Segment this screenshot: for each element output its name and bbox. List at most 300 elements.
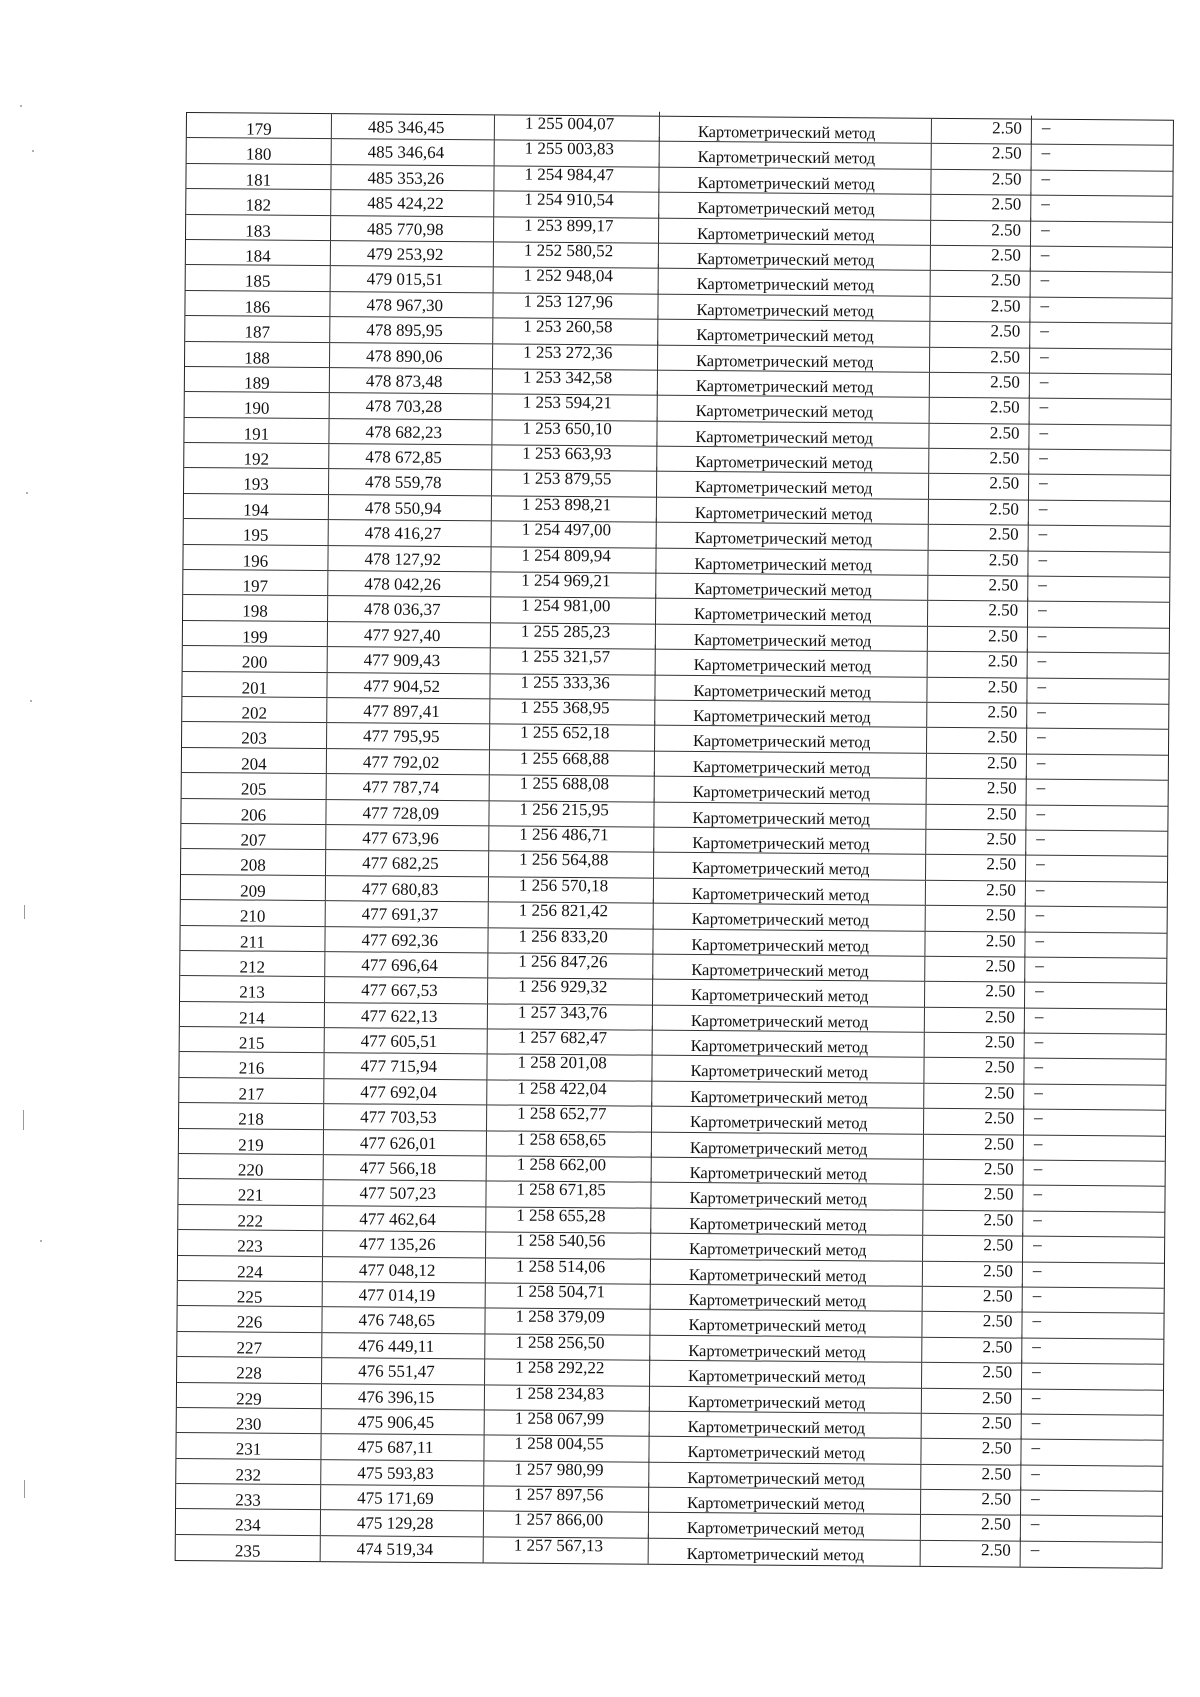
note-cell: – [1034,1057,1044,1077]
coord-x: 477 680,83 [326,876,489,902]
accuracy-cell: 2.50 [923,1181,1023,1210]
coord-y: 1 257 897,56 [484,1481,649,1512]
accuracy-cell: 2.50 [922,1384,1022,1413]
note-cell: – [1037,625,1047,645]
note-cell: – [1031,1412,1041,1432]
coord-x: 477 696,64 [325,952,488,978]
coord-x: 478 550,94 [329,495,492,521]
method-cell: Картометрический метод [653,1031,925,1058]
coord-y: 1 258 379,09 [485,1304,650,1335]
coord-y: 1 253 879,55 [492,466,657,497]
coord-x: 485 346,64 [332,140,495,166]
method-cell: Картометрический метод [658,371,930,398]
accuracy-cell: 2.50 [930,369,1030,398]
coord-y: 1 253 899,17 [494,212,659,243]
coord-x: 477 507,23 [323,1181,486,1207]
accuracy-cell: 2.50 [929,496,1029,525]
point-number: 233 [176,1484,321,1510]
coord-y: 1 253 594,21 [493,390,658,421]
note-cell: – [1041,117,1051,137]
method-cell: Картометрический метод [658,396,930,423]
coord-y: 1 253 898,21 [492,491,657,522]
point-number: 228 [177,1357,322,1383]
coord-y: 1 258 004,55 [484,1431,649,1462]
method-cell: Картометрический метод [651,1259,923,1286]
coord-x: 477 566,18 [324,1155,487,1181]
method-cell: Картометрический метод [652,1132,924,1159]
method-cell: Картометрический метод [654,802,926,829]
method-cell: Картометрический метод [660,117,932,144]
note-cell: – [1035,930,1045,950]
point-number: 203 [182,722,327,748]
coord-x: 478 559,78 [329,470,492,496]
accuracy-cell: 2.50 [923,1283,1023,1312]
point-number: 232 [176,1459,321,1485]
point-number: 210 [181,900,326,926]
coord-y: 1 258 671,85 [486,1177,651,1208]
method-cell: Картометрический метод [652,1158,924,1185]
coord-y: 1 254 984,47 [494,161,659,192]
point-number: 224 [178,1256,323,1282]
scan-speck [20,105,22,107]
accuracy-cell: 2.50 [921,1537,1021,1567]
note-cell: – [1037,701,1046,721]
point-number: 230 [177,1408,322,1434]
point-number: 192 [184,443,329,469]
coord-x: 477 048,12 [323,1257,486,1283]
point-number: 198 [183,595,328,621]
method-cell: Картометрический метод [657,498,929,525]
note-cell: – [1036,752,1046,772]
accuracy-cell: 2.50 [927,724,1027,753]
method-cell: Картометрический метод [651,1285,923,1312]
accuracy-cell: 2.50 [931,166,1031,195]
point-number: 225 [178,1281,323,1307]
coord-x: 477 703,53 [324,1104,487,1130]
note-cell: – [1033,1158,1043,1178]
method-cell: Картометрический метод [652,1082,924,1109]
method-cell: Картометрический метод [649,1437,921,1464]
note-cell: – [1033,1209,1042,1229]
method-cell: Картометрический метод [659,193,931,220]
method-cell: Картометрический метод [653,955,925,982]
coord-y: 1 258 256,50 [485,1329,650,1360]
coord-x: 478 036,37 [328,597,491,623]
point-number: 234 [176,1509,321,1535]
accuracy-cell: 2.50 [925,1029,1025,1058]
coord-x: 477 667,53 [325,977,488,1003]
method-cell: Картометрический метод [649,1539,921,1567]
point-number: 209 [181,875,326,901]
coord-x: 477 691,37 [326,901,489,927]
note-cell: – [1033,1184,1043,1204]
note-cell: – [1036,854,1045,874]
coord-y: 1 255 333,36 [490,669,655,700]
accuracy-cell: 2.50 [924,1105,1024,1134]
coord-y: 1 255 652,18 [490,720,655,751]
point-number: 200 [183,646,328,672]
accuracy-cell: 2.50 [922,1410,1022,1439]
method-cell: Картометрический метод [651,1208,923,1235]
point-number: 213 [180,976,325,1002]
point-number: 188 [185,342,330,368]
accuracy-cell: 2.50 [921,1486,1021,1515]
note-cell: – [1039,422,1049,442]
method-cell: Картометрический метод [659,168,931,195]
accuracy-cell: 2.50 [929,445,1029,474]
note-cell: – [1034,1006,1044,1026]
scan-speck [24,905,25,919]
point-number: 211 [180,925,325,951]
coord-y: 1 255 668,88 [490,745,655,776]
accuracy-cell: 2.50 [930,293,1030,322]
coord-y: 1 253 650,10 [492,415,657,446]
coord-y: 1 258 234,83 [485,1380,650,1411]
accuracy-cell: 2.50 [921,1461,1021,1490]
coord-x: 485 346,45 [332,114,495,140]
method-cell: Картометрический метод [656,625,928,652]
coord-y: 1 253 260,58 [493,314,658,345]
note-cell: – [1032,1336,1041,1356]
coord-x: 477 904,52 [327,673,490,699]
coord-y: 1 255 368,95 [490,694,655,725]
accuracy-cell: 2.50 [925,1004,1025,1033]
point-number: 191 [184,418,329,444]
coord-x: 475 593,83 [321,1460,484,1486]
point-number: 190 [185,392,330,418]
coord-x: 476 396,15 [322,1384,485,1410]
coord-x: 477 682,25 [326,850,489,876]
method-cell: Картометрический метод [655,726,927,753]
method-cell: Картометрический метод [649,1488,921,1515]
point-number: 180 [187,138,332,164]
scan-margin-specks [0,0,60,1697]
coord-y: 1 257 343,76 [488,999,653,1030]
method-cell: Картометрический метод [656,599,928,626]
point-number: 181 [186,164,331,190]
coord-y: 1 255 003,83 [495,136,660,167]
coord-y: 1 253 663,93 [492,440,657,471]
point-number: 195 [184,519,329,545]
accuracy-cell: 2.50 [932,115,1032,144]
method-cell: Картометрический метод [650,1335,922,1362]
point-number: 185 [186,265,331,291]
coord-y: 1 254 910,54 [494,187,659,218]
accuracy-cell: 2.50 [927,699,1027,728]
point-number: 215 [180,1027,325,1053]
method-cell: Картометрический метод [655,701,927,728]
method-cell: Картометрический метод [653,1005,925,1032]
method-cell: Картометрический метод [651,1234,923,1261]
method-cell: Картометрический метод [650,1386,922,1413]
note-cell: – [1032,1260,1042,1280]
method-cell: Картометрический метод [653,980,925,1007]
coord-y: 1 254 809,94 [491,542,656,573]
coord-x: 478 703,28 [330,393,493,419]
accuracy-cell: 2.50 [921,1511,1021,1540]
note-cell: – [1037,650,1047,670]
note-cell: – [1031,1437,1041,1458]
coord-x: 477 462,64 [323,1206,486,1232]
point-number: 220 [179,1154,324,1180]
note-cell: – [1039,473,1048,493]
scan-speck [26,492,28,494]
scan-speck [30,700,32,702]
note-cell: – [1034,1082,1043,1102]
method-cell: Картометрический метод [654,828,926,855]
method-cell: Картометрический метод [654,853,926,880]
coord-y: 1 258 292,22 [485,1355,650,1386]
note-cell: – [1040,270,1050,290]
coord-y: 1 253 342,58 [493,364,658,395]
coord-y: 1 255 321,57 [491,644,656,675]
coord-y: 1 256 564,88 [489,847,654,878]
coord-x: 477 897,41 [327,698,490,724]
coord-x: 478 895,95 [330,317,493,343]
point-number: 194 [184,494,329,520]
coord-x: 479 253,92 [331,241,494,267]
note-cell: – [1035,980,1044,1001]
note-cell: – [1034,1107,1043,1127]
accuracy-cell: 2.50 [930,318,1030,347]
note-cell: – [1036,777,1046,797]
coord-y: 1 253 127,96 [493,288,658,319]
accuracy-cell: 2.50 [928,623,1028,652]
coord-y: 1 258 514,06 [486,1253,651,1284]
coord-x: 477 692,36 [325,927,488,953]
accuracy-cell: 2.50 [924,1156,1024,1185]
coord-y: 1 256 215,95 [489,796,654,827]
note-cell: – [1041,219,1050,239]
accuracy-cell: 2.50 [926,902,1026,931]
method-cell: Картометрический метод [655,675,927,702]
coord-y: 1 256 833,20 [488,923,653,954]
scan-speck [32,150,34,152]
coord-y: 1 254 981,00 [491,593,656,624]
coord-y: 1 256 929,32 [488,974,653,1005]
coord-y: 1 256 847,26 [488,948,653,979]
accuracy-cell: 2.50 [925,953,1025,982]
point-number: 189 [185,367,330,393]
point-number: 184 [186,240,331,266]
coordinates-table [175,112,1174,1569]
accuracy-cell: 2.50 [927,775,1027,804]
coord-x: 478 042,26 [328,571,491,597]
point-number: 229 [177,1382,322,1408]
note-cell: – [1035,879,1045,899]
coord-y: 1 252 948,04 [494,263,659,294]
note-cell: – [1037,727,1046,747]
method-cell: Картометрический метод [655,751,927,778]
point-number: 205 [182,773,327,799]
note-cell: – [1038,574,1047,594]
accuracy-cell: 2.50 [925,978,1025,1007]
scan-speck [23,1110,24,1130]
coord-x: 477 715,94 [324,1054,487,1080]
coord-y: 1 257 682,47 [488,1024,653,1055]
note-cell: – [1036,828,1045,848]
point-number: 199 [183,621,328,647]
coord-x: 477 927,40 [328,622,491,648]
point-number: 179 [187,113,332,139]
note-cell: – [1031,1488,1040,1508]
coord-y: 1 257 980,99 [484,1456,649,1487]
note-cell: – [1033,1234,1042,1254]
point-number: 212 [180,951,325,977]
accuracy-cell: 2.50 [930,394,1030,423]
method-cell: Картометрический метод [650,1361,922,1388]
accuracy-cell: 2.50 [924,1080,1024,1109]
accuracy-cell: 2.50 [922,1334,1022,1363]
point-number: 231 [176,1433,321,1459]
coord-x: 477 692,04 [324,1079,487,1105]
accuracy-cell: 2.50 [922,1308,1022,1337]
accuracy-cell: 2.50 [928,597,1028,626]
method-cell: Картометрический метод [651,1183,923,1210]
accuracy-cell: 2.50 [931,267,1031,296]
scan-speck [24,1480,25,1498]
note-cell: – [1032,1311,1042,1331]
table-row [176,1535,1162,1568]
note-cell: – [1040,320,1049,340]
coord-x: 478 873,48 [330,368,493,394]
note-cell: – [1039,447,1048,467]
coord-x: 477 792,02 [327,749,490,775]
coord-x: 478 682,23 [329,419,492,445]
coord-x: 478 127,92 [328,546,491,572]
accuracy-cell: 2.50 [927,673,1027,702]
point-number: 221 [178,1179,323,1205]
coord-x: 476 748,65 [322,1307,485,1333]
coord-x: 477 622,13 [325,1003,488,1029]
point-number: 223 [178,1230,323,1256]
point-number: 216 [179,1052,324,1078]
point-number: 206 [181,799,326,825]
coord-x: 479 015,51 [331,266,494,292]
point-number: 201 [182,672,327,698]
coord-y: 1 258 067,99 [485,1405,650,1436]
note-cell: – [1032,1285,1042,1305]
accuracy-cell: 2.50 [932,140,1032,169]
coord-x: 475 687,11 [321,1434,484,1460]
method-cell: Картометрический метод [659,218,931,245]
point-number: 202 [182,697,327,723]
note-cell: – [1033,1133,1043,1153]
coord-x: 477 135,26 [323,1231,486,1257]
coord-x: 474 519,34 [321,1536,484,1563]
accuracy-cell: 2.50 [930,343,1030,372]
coord-x: 477 014,19 [323,1282,486,1308]
method-cell: Картометрический метод [655,777,927,804]
accuracy-cell: 2.50 [923,1257,1023,1286]
note-cell: – [1040,295,1050,315]
coord-x: 477 909,43 [328,647,491,673]
scan-speck [40,1240,42,1242]
coord-y: 1 258 658,65 [487,1126,652,1157]
point-number: 186 [185,291,330,317]
coord-x: 485 424,22 [331,190,494,216]
coord-y: 1 257 866,00 [484,1507,649,1538]
method-cell: Картометрический метод [658,294,930,321]
accuracy-cell: 2.50 [931,216,1031,245]
note-cell: – [1041,193,1050,213]
coord-y: 1 255 688,08 [490,771,655,802]
coord-y: 1 258 652,77 [487,1101,652,1132]
point-number: 219 [179,1129,324,1155]
coord-y: 1 255 285,23 [491,618,656,649]
accuracy-cell: 2.50 [929,470,1029,499]
note-cell: – [1038,498,1048,518]
coord-x: 485 353,26 [331,165,494,191]
coord-y: 1 255 004,07 [495,110,660,141]
accuracy-cell: 2.50 [929,420,1029,449]
method-cell: Картометрический метод [650,1412,922,1439]
note-cell: – [1031,1463,1040,1483]
accuracy-cell: 2.50 [922,1359,1022,1388]
point-number: 222 [178,1205,323,1231]
coord-x: 477 626,01 [324,1130,487,1156]
coord-x: 478 416,27 [329,520,492,546]
note-cell: – [1030,1539,1040,1559]
coord-y: 1 257 567,13 [484,1532,649,1564]
note-cell: – [1038,600,1047,620]
method-cell: Картометрический метод [657,523,929,550]
point-number: 183 [186,215,331,241]
point-number: 208 [181,849,326,875]
coord-y: 1 256 570,18 [489,872,654,903]
note-cell: – [1030,1514,1040,1534]
method-cell: Картометрический метод [657,472,929,499]
coord-x: 485 770,98 [331,216,494,242]
coord-x: 477 728,09 [326,800,489,826]
note-cell: – [1036,803,1046,823]
accuracy-cell: 2.50 [924,1054,1024,1083]
coord-y: 1 256 486,71 [489,821,654,852]
accuracy-cell: 2.50 [931,191,1031,220]
coord-y: 1 258 662,00 [487,1151,652,1182]
accuracy-cell: 2.50 [926,851,1026,880]
method-cell: Картометрический метод [660,142,932,169]
method-cell: Картометрический метод [657,447,929,474]
note-cell: – [1035,955,1044,975]
coord-x: 475 129,28 [321,1511,484,1537]
accuracy-cell: 2.50 [928,572,1028,601]
coord-x: 478 967,30 [330,292,493,318]
note-cell: – [1039,371,1049,391]
coord-y: 1 253 272,36 [493,339,658,370]
point-number: 204 [182,748,327,774]
method-cell: Картометрический метод [650,1310,922,1337]
note-cell: – [1031,1387,1041,1407]
point-number: 218 [179,1103,324,1129]
note-cell: – [1037,676,1047,696]
method-cell: Картометрический метод [656,548,928,575]
point-number: 227 [177,1332,322,1358]
accuracy-cell: 2.50 [928,546,1028,575]
coord-x: 477 787,74 [327,774,490,800]
method-cell: Картометрический метод [654,878,926,905]
coord-y: 1 258 504,71 [486,1278,651,1309]
point-number: 196 [183,545,328,571]
point-number: 193 [184,468,329,494]
accuracy-cell: 2.50 [925,927,1025,956]
method-cell: Картометрический метод [652,1056,924,1083]
method-cell: Картометрический метод [659,269,931,296]
note-cell: – [1032,1361,1041,1381]
note-cell: – [1035,904,1045,924]
coord-x: 477 795,95 [327,724,490,750]
point-number: 207 [181,824,326,850]
